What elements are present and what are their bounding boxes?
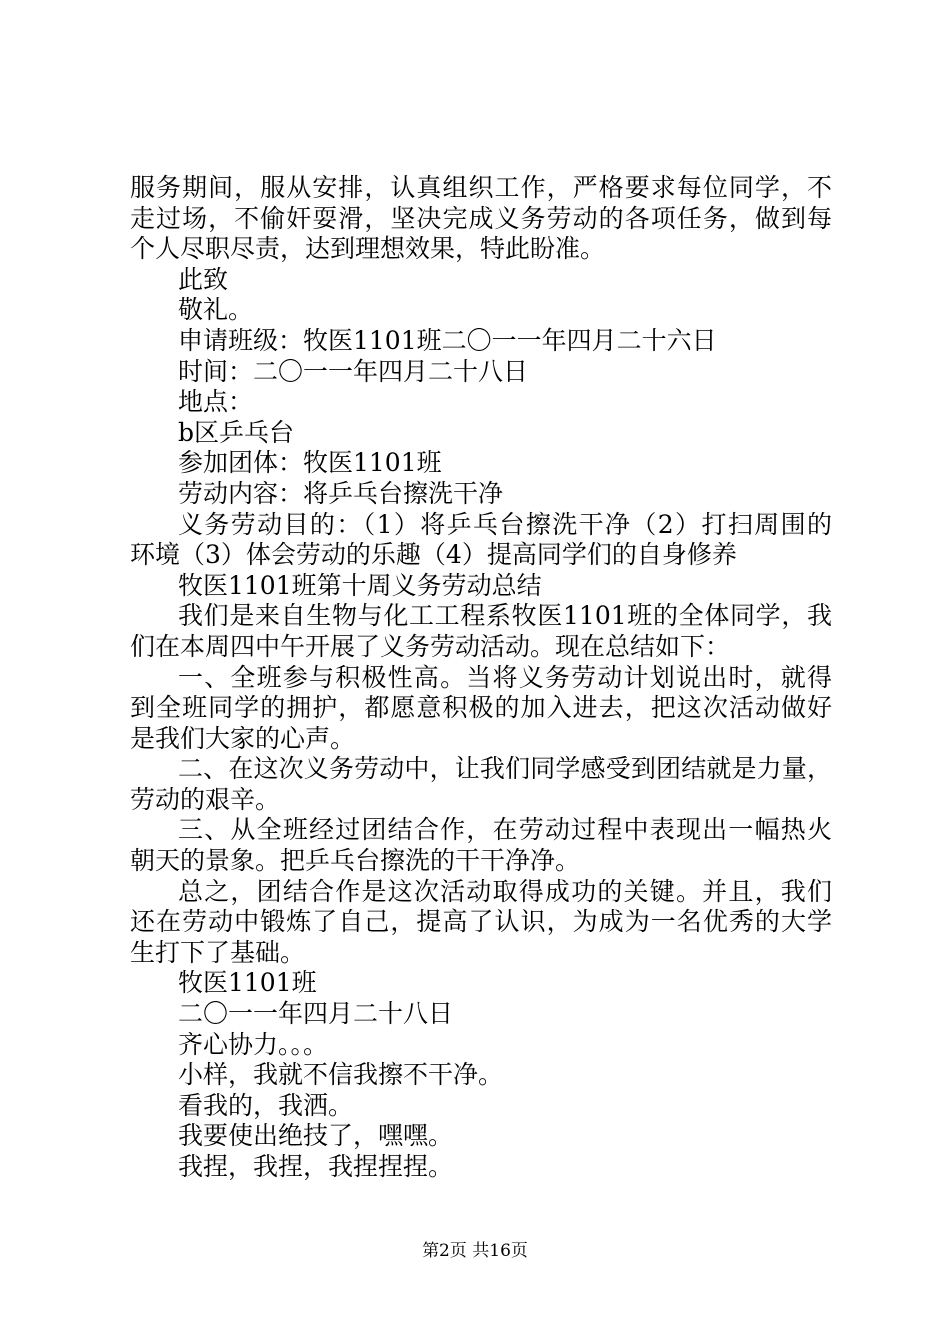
paragraph-line: 们在本周四中午开展了义务劳动活动。现在总结如下： [130, 631, 731, 661]
paragraph-line: 劳动的艰辛。 [130, 784, 281, 814]
signature-class: 牧医1101班 [178, 968, 317, 998]
paragraph-line: 二、在这次义务劳动中，让我们同学感受到团结就是力量， [178, 754, 832, 784]
paragraph-line: 服务期间，服从安排，认真组织工作，严格要求每位同学，不 [130, 173, 832, 202]
summary-title: 牧医1101班第十周义务劳动总结 [178, 570, 542, 600]
caption-line: 我要使出绝技了，嘿嘿。 [178, 1121, 454, 1151]
time-line: 时间：二〇一一年四月二十八日 [178, 356, 529, 386]
paragraph-line: 三、从全班经过团结合作，在劳动过程中表现出一幅热火 [178, 815, 832, 845]
purpose-line: 义务劳动目的：（1）将乒乓台擦洗干净（2）打扫周围的 [178, 509, 832, 539]
paragraph-line: 到全班同学的拥护，都愿意积极的加入进去，把这次活动做好 [130, 693, 832, 723]
paragraph-line: 个人尽职尽责，达到理想效果，特此盼准。 [130, 234, 606, 264]
paragraph-line: 朝天的景象。把乒乓台擦洗的干干净净。 [130, 846, 581, 876]
document-body [130, 173, 832, 1183]
paragraph-line: 我们是来自生物与化工工程系牧医1101班的全体同学，我 [178, 601, 832, 631]
caption-line: 小样，我就不信我擦不干净。 [178, 1060, 504, 1090]
content-line: 劳动内容：将乒乓台擦洗干净 [178, 478, 504, 508]
paragraph-line: 总之，团结合作是这次活动取得成功的关键。并且，我们 [178, 876, 832, 906]
group-line: 参加团体：牧医1101班 [178, 448, 442, 478]
signature-date: 二〇一一年四月二十八日 [178, 999, 454, 1029]
purpose-line: 环境（3）体会劳动的乐趣（4）提高同学们的自身修养 [130, 540, 737, 570]
location-label: 地点： [178, 387, 254, 417]
salutation-line: 敬礼。 [178, 295, 254, 325]
paragraph-line: 是我们大家的心声。 [130, 723, 356, 753]
page-number: 第2页 共16页 [422, 1241, 528, 1261]
applicant-line: 申请班级：牧医1101班二〇一一年四月二十六日 [178, 325, 717, 355]
caption-line: 我捏，我捏，我捏捏捏。 [178, 1152, 454, 1181]
location-value: b区乒乓台 [178, 417, 295, 447]
paragraph-line: 生打下了基础。 [130, 937, 306, 967]
caption-line: 看我的，我洒。 [178, 1090, 354, 1120]
salutation-line: 此致 [178, 264, 229, 294]
paragraph-line: 走过场，不偷奸耍滑，坚决完成义务劳动的各项任务，做到每 [130, 203, 832, 233]
paragraph-line: 还在劳动中锻炼了自己，提高了认识，为成为一名优秀的大学 [130, 907, 832, 937]
paragraph-line: 一、全班参与积极性高。当将义务劳动计划说出时，就得 [178, 662, 832, 692]
caption-line: 齐心协力。。。 [178, 1029, 329, 1059]
